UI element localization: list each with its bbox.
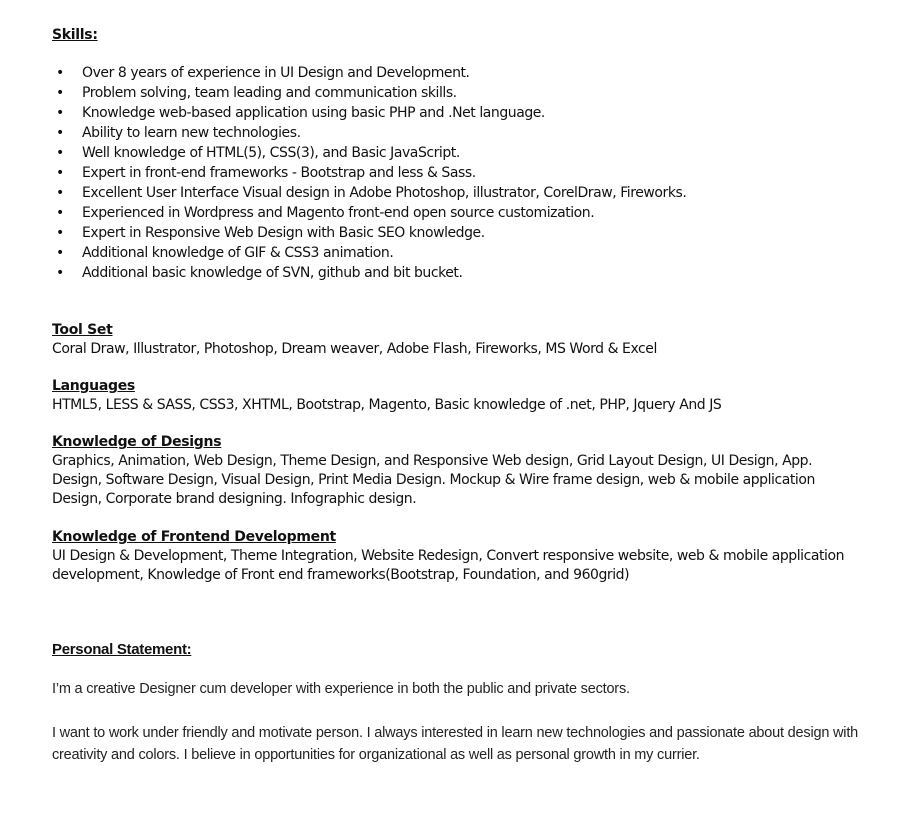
list-item: • Additional knowledge of GIF & CSS3 animation. — [52, 243, 872, 263]
toolset-section — [52, 320, 872, 359]
personal-heading: Personal Statement: — [52, 641, 192, 658]
languages-heading: Languages — [52, 378, 135, 394]
personal-para-1: I’m a creative Designer cum developer with experience in both the public and private sectors. — [52, 681, 630, 697]
languages-text: HTML5, LESS & SASS, CSS3, XHTML, Bootstrap, Magento, Basic knowledge of .net, PHP, Jquery And JS — [52, 397, 722, 413]
toolset-heading: Tool Set — [52, 322, 113, 338]
designs-text: Graphics, Animation, Web Design, Theme Design, and Responsive Web design, Grid Layout Design, UI Design, App. Design, Software Design, Visual Design, Print Media Design. Mockup & Wire frame design, web & mobile application Design, Corporate brand designing. Infographic design. — [52, 453, 815, 507]
list-item: • Well knowledge of HTML(5), CSS(3), and Basic JavaScript. — [52, 143, 872, 163]
list-item: • Knowledge web-based application using basic PHP and .Net language. — [52, 103, 872, 123]
frontend-section — [52, 527, 864, 585]
list-item: • Problem solving, team leading and communication skills. — [52, 83, 872, 103]
toolset-text: Coral Draw, Illustrator, Photoshop, Dream weaver, Adobe Flash, Fireworks, MS Word & Excel — [52, 341, 657, 357]
list-item: • Expert in front-end frameworks - Bootstrap and less & Sass. — [52, 163, 872, 183]
frontend-text: UI Design & Development, Theme Integration, Website Redesign, Convert responsive website, web & mobile application development, Knowledge of Front end frameworks(Bootstrap, Foundation, and 960grid) — [52, 548, 845, 583]
list-item: • Over 8 years of experience in UI Design and Development. — [52, 63, 872, 83]
languages-section — [52, 376, 872, 415]
frontend-heading: Knowledge of Frontend Development — [52, 529, 336, 545]
list-item: • Additional basic knowledge of SVN, github and bit bucket. — [52, 263, 872, 283]
designs-section — [52, 432, 864, 509]
designs-heading: Knowledge of Designs — [52, 434, 222, 450]
skills-list — [52, 63, 872, 283]
personal-para-2: I want to work under friendly and motivate person. I always interested in learn new technologies and passionate about design with creativity and colors. I believe in opportunities for organizational as well as personal growth in my currier. — [52, 725, 859, 763]
list-item: • Expert in Responsive Web Design with Basic SEO knowledge. — [52, 223, 872, 243]
skills-heading: Skills: — [52, 27, 98, 43]
list-item: • Experienced in Wordpress and Magento front-end open source customization. — [52, 203, 872, 223]
list-item: • Excellent User Interface Visual design in Adobe Photoshop, illustrator, CorelDraw, Fireworks. — [52, 183, 872, 203]
list-item: • Ability to learn new technologies. — [52, 123, 872, 143]
